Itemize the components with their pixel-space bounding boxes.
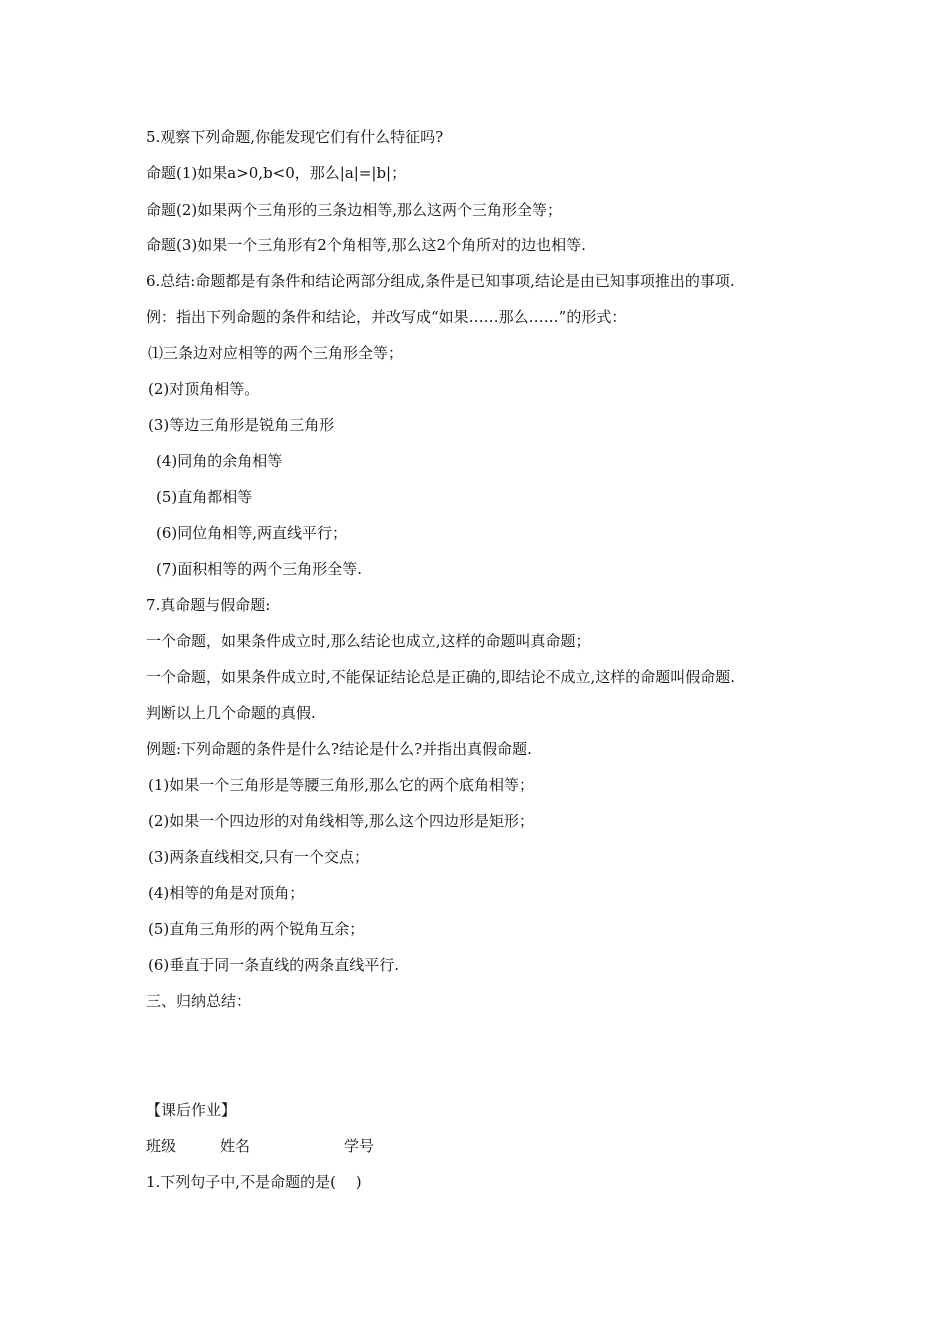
example-item-2: (2)对顶角相等。 [148, 380, 260, 398]
true-proposition-definition: 一个命题，如果条件成立时,那么结论也成立,这样的命题叫真命题； [146, 632, 591, 650]
example-item-6: (6)同位角相等,两直线平行； [156, 524, 348, 542]
proposition-3: 命题(3)如果一个三角形有2个角相等,那么这2个角所对的边也相等. [146, 236, 586, 254]
student-id-label: 学号 [344, 1137, 375, 1155]
example-item-1: ⑴三条边对应相等的两个三角形全等； [148, 344, 404, 362]
example-item-3: (3)等边三角形是锐角三角形 [148, 416, 335, 434]
question-item-3: (3)两条直线相交,只有一个交点； [148, 848, 370, 866]
section-5-heading: 5.观察下列命题,你能发现它们有什么特征吗? [146, 128, 444, 146]
class-label: 班级 [146, 1137, 177, 1155]
question-item-1: (1)如果一个三角形是等腰三角形,那么它的两个底角相等； [148, 776, 535, 794]
false-proposition-definition: 一个命题，如果条件成立时,不能保证结论总是正确的,即结论不成立,这样的命题叫假命题. [146, 668, 736, 686]
example-item-5: (5)直角都相等 [156, 488, 253, 506]
section-6-summary: 6.总结:命题都是有条件和结论两部分组成,条件是已知事项,结论是由已知事项推出的事项. [146, 272, 735, 290]
question-item-4: (4)相等的角是对顶角； [148, 884, 305, 902]
homework-title: 【课后作业】 [146, 1101, 237, 1119]
question-item-5: (5)直角三角形的两个锐角互余； [148, 920, 365, 938]
section-7-heading: 7.真命题与假命题: [146, 596, 271, 614]
example-item-4: (4)同角的余角相等 [156, 452, 283, 470]
student-info-row [146, 1136, 506, 1156]
name-label: 姓名 [220, 1137, 251, 1155]
example-intro: 例：指出下列命题的条件和结论，并改写成“如果……那么……”的形式： [146, 308, 627, 326]
question-item-6: (6)垂直于同一条直线的两条直线平行. [148, 956, 400, 974]
proposition-2: 命题(2)如果两个三角形的三条边相等,那么这两个三角形全等； [146, 201, 563, 219]
proposition-1: 命题(1)如果a>0,b<0，那么|a|=|b|； [146, 164, 407, 182]
example-item-7: (7)面积相等的两个三角形全等. [156, 560, 363, 578]
example-question: 例题:下列命题的条件是什么?结论是什么?并指出真假命题. [146, 740, 532, 758]
homework-question-1: 1.下列句子中,不是命题的是( ) [146, 1173, 362, 1191]
judge-instruction: 判断以上几个命题的真假. [146, 704, 316, 722]
question-item-2: (2)如果一个四边形的对角线相等,那么这个四边形是矩形； [148, 812, 535, 830]
summary-heading: 三、归纳总结： [146, 992, 252, 1010]
